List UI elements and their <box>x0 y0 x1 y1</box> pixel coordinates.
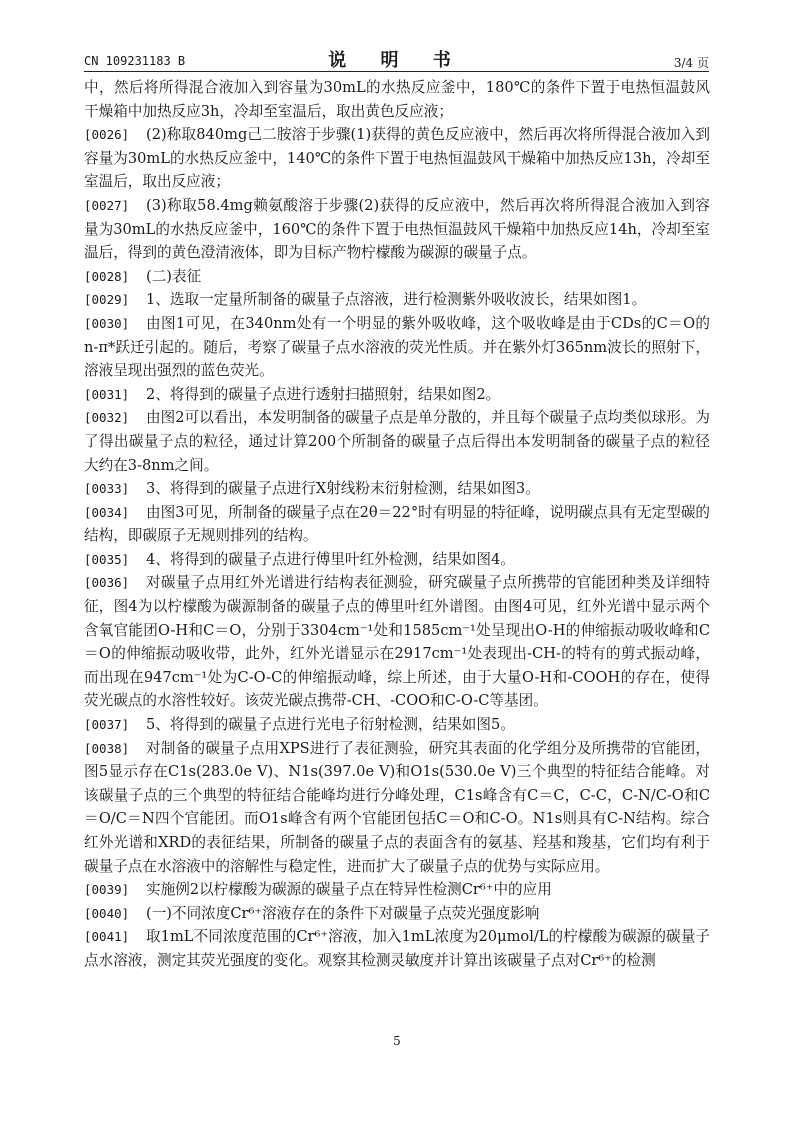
paragraph-0030 <box>84 312 710 383</box>
paragraph-number: [0041] <box>84 929 130 945</box>
paragraph-text: 2、将得到的碳量子点进行透射扫描照射，结果如图2。 <box>146 385 501 403</box>
paragraph-number: [0038] <box>84 740 130 756</box>
paragraph-number: [0027] <box>84 197 130 213</box>
header-divider <box>84 71 709 72</box>
paragraph-0032 <box>84 406 710 477</box>
paragraph-0037 <box>84 713 710 737</box>
page-indicator: 3/4 页 <box>673 56 709 70</box>
paragraph-text: (2)称取840mg己二胺溶于步骤(1)获得的黄色反应液中，然后再次将所得混合液加入到容量为30mL的水热反应釜中，140℃的条件下置于电热恒温鼓风干燥箱中加热反应13h，冷却至室温后，取出反应液； <box>84 126 710 191</box>
paragraph-0031 <box>84 383 710 407</box>
paragraph-text: 由图3可见，所制备的碳量子点在2θ＝22°时有明显的特征峰，说明碳点具有无定型碳的结构，即碳原子无规则排列的结构。 <box>84 503 711 545</box>
paragraph-number: [0036] <box>84 575 130 591</box>
paragraph-number: [0040] <box>84 905 130 921</box>
paragraph-number: [0030] <box>84 315 130 331</box>
paragraph-0039 <box>84 878 710 902</box>
paragraph-number: [0034] <box>84 504 130 520</box>
paragraph-number: [0026] <box>84 127 130 143</box>
paragraph-0026 <box>84 123 710 194</box>
paragraph-text: 实施例2以柠檬酸为碳源的碳量子点在特异性检测Cr⁶⁺中的应用 <box>146 881 552 899</box>
document-body <box>84 76 710 973</box>
paragraph-number: [0031] <box>84 386 130 402</box>
paragraph-text: 对碳量子点用红外光谱进行结构表征测验，研究碳量子点所携带的官能团种类及详细特征，图4为以柠檬酸为碳源制备的碳量子点的傅里叶红外谱图。由图4可见，红外光谱中显示两个含氧官能团O-H和C＝O，分别于3304cm⁻¹处和1585cm⁻¹处呈现出O-H的伸缩振动吸收峰和C＝O的伸缩振动吸收带，此外，红外光谱显示在2917cm⁻¹处表现出-CH-的特有的剪式振动峰，而出现在947cm⁻¹处为C-O-C的伸缩振动峰，综上所述，由于大量O-H和-COOH的存在，使得荧光碳点的水溶性较好。该荧光碳点携带-CH、-COO和C-O-C等基团。 <box>84 574 710 710</box>
paragraph-text: (3)称取58.4mg赖氨酸溶于步骤(2)获得的反应液中，然后再次将所得混合液加入到容量为30mL的水热反应釜中，160℃的条件下置于电热恒温鼓风干燥箱中加热反应14h，冷却至室温后，得到的黄色澄清液体，即为目标产物柠檬酸为碳源的碳量子点。 <box>84 196 710 262</box>
paragraph-number: [0029] <box>84 292 130 308</box>
paragraph-text: 取1mL不同浓度范围的Cr⁶⁺溶液，加入1mL浓度为20μmol/L的柠檬酸为碳源的碳量子点水溶液，测定其荧光强度的变化。观察其检测灵敏度并计算出该碳量子点对Cr⁶⁺的检测 <box>84 928 710 969</box>
paragraph-0040 <box>84 902 710 926</box>
paragraph-0036 <box>84 571 710 713</box>
paragraph-0038 <box>84 737 710 879</box>
paragraph-text: 对制备的碳量子点用XPS进行了表征测验，研究其表面的化学组分及所携带的官能团，图5显示存在C1s(283.0e V)、N1s(397.0e V)和O1s(530.0e V)三个典型的特征结合能峰。对该碳量子点的三个典型的特征结合能峰均进行分峰处理，C1s峰含有C＝C，C-C，C-N/C-O和C＝O/C＝N四个官能团。而O1s峰含有两个官能团包括C＝O和C-O。N1s则具有C-N结构。综合红外光谱和XRD的表征结果，所制备的碳量子点的表面含有的氨基、羟基和羧基，它们均有利于碳量子点在水溶液中的溶解性与稳定性，进而扩大了碳量子点的优势与实际应用。 <box>84 739 710 875</box>
paragraph-0034 <box>84 501 710 548</box>
patent-number: CN 109231183 B <box>84 54 186 68</box>
paragraph-number: [0035] <box>84 551 130 567</box>
document-title: 说 明 书 <box>328 50 465 71</box>
paragraph-0035 <box>84 548 710 572</box>
paragraph-0041 <box>84 925 710 972</box>
paragraph-text: 5、将得到的碳量子点进行光电子衍射检测，结果如图5。 <box>146 716 515 734</box>
paragraph-number: [0033] <box>84 481 130 497</box>
paragraph-text: 3、将得到的碳量子点进行X射线粉末衍射检测，结果如图3。 <box>146 480 540 498</box>
paragraph-0027 <box>84 194 710 265</box>
paragraph-continuation <box>84 76 710 123</box>
paragraph-text: 由图2可以看出，本发明制备的碳量子点是单分散的，并且每个碳量子点均类似球形。为了得出碳量子点的粒径，通过计算200个所制备的碳量子点后得出本发明制备的碳量子点的粒径大约在3-8nm之间。 <box>84 409 710 474</box>
paragraph-0028 <box>84 265 710 289</box>
page-header <box>84 40 709 70</box>
paragraph-0033 <box>84 477 710 501</box>
paragraph-text: 1、选取一定量所制备的碳量子点溶液，进行检测紫外吸收波长，结果如图1。 <box>146 291 647 309</box>
paragraph-text: 中，然后将所得混合液加入到容量为30mL的水热反应釜中，180℃的条件下置于电热恒温鼓风干燥箱中加热反应3h，冷却至室温后，取出黄色反应液； <box>84 79 710 120</box>
paragraph-number: [0032] <box>84 410 130 426</box>
section-heading: (二)表征 <box>146 267 202 285</box>
paragraph-number: [0037] <box>84 717 130 733</box>
paragraph-text: 由图1可见，在340nm处有一个明显的紫外吸收峰，这个吸收峰是由于CDs的C＝O的n-π*跃迁引起的。随后，考察了碳量子点水溶液的荧光性质。并在紫外灯365nm波长的照射下，溶液呈现出强烈的蓝色荧光。 <box>84 314 710 380</box>
paragraph-number: [0028] <box>84 268 130 284</box>
paragraph-text: 4、将得到的碳量子点进行傅里叶红外检测，结果如图4。 <box>146 550 515 568</box>
page-number: 5 <box>393 1034 401 1048</box>
paragraph-number: [0039] <box>84 882 130 898</box>
paragraph-text: (一)不同浓度Cr⁶⁺溶液存在的条件下对碳量子点荧光强度影响 <box>146 904 540 922</box>
paragraph-0029 <box>84 288 710 312</box>
